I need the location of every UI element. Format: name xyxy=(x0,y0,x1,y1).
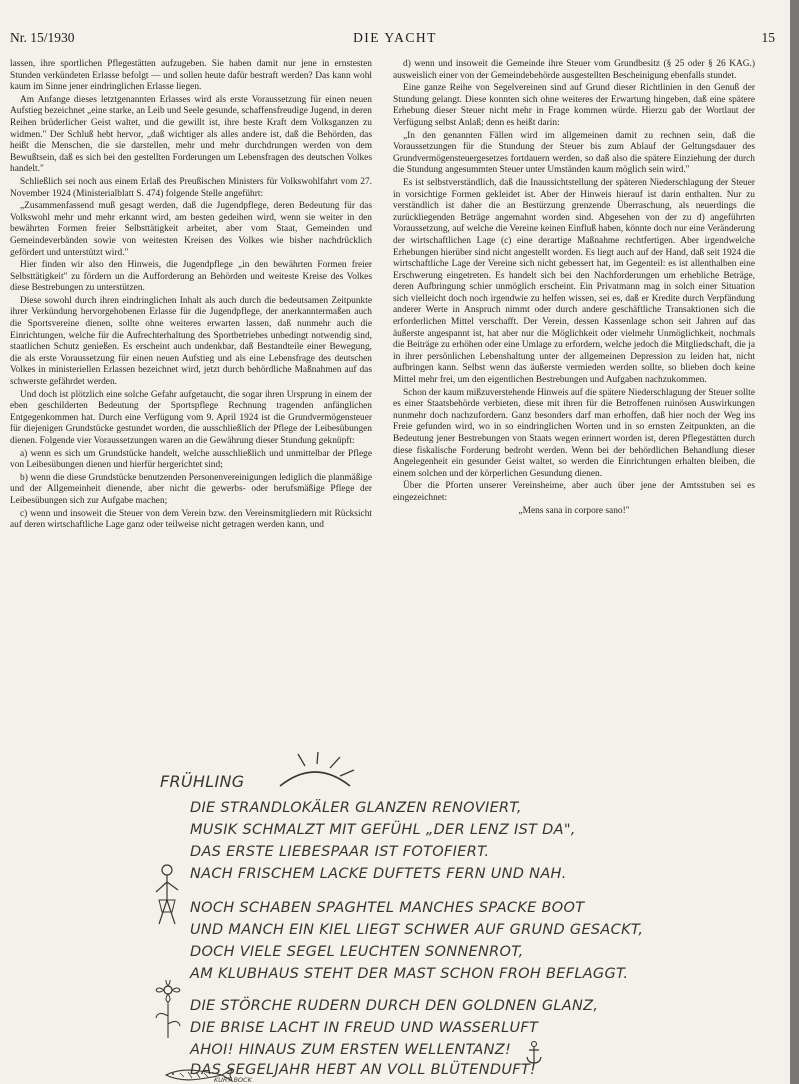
paragraph: Hier finden wir also den Hinweis, die Jugendpflege „in den bewährten Formen freier Selbsttätigkeit" zu fördern un die Aufforderung an Behörden und weiteste Kreise des Volkes diese Bestrebungen zu unterstützen. xyxy=(10,260,372,294)
poem-line: DIE BRISE LACHT IN FREUD UND WASSERLUFT xyxy=(190,1020,539,1036)
poem-line: NOCH SCHABEN SPAGHTEL MANCHES SPACKE BOOT xyxy=(190,900,585,916)
poem-line: DAS SEGELJAHR HEBT AN VOLL BLÜTENDUFT! xyxy=(190,1062,537,1078)
paragraph: c) wenn und insoweit die Steuer von dem Verein bzw. den Vereinsmitgliedern mit Rücksicht auf deren wirtschaftliche Lage ganz oder teilweise nicht getragen werden kann, und xyxy=(10,508,372,531)
paragraph: Am Anfange dieses letztgenannten Erlasses wird als erste Voraussetzung für einen neuen Aufstieg bezeichnet „eine starke, an Leib und Seele gesunde, schaffensfreudige Jugend, in deren Reihen brüderlicher Geist waltet, und die gewillt ist, ihre beste Kraft dem Volksganzen zu widmen." Der Schluß hebt hervor, „daß wichtiger als alles andere ist, daß die Behörden, das heißt die Menschen, die sie darstellen, mehr und mehr durchdrungen werden von dem Bewußtsein, daß es sich bei den gestellten Forderungen um Lebensfragen des deutschen Volkes handelt." xyxy=(10,94,372,175)
poem-frühling xyxy=(150,760,644,1040)
paragraph: Es ist selbstverständlich, daß die Inaussichtstellung der späteren Niederschlagung der Steuer in vorsichtige Formen gekleidet ist. Aber der Hinweis hierauf ist darin enthalten. Nur zu verständlich ist daher die an Bestürzung grenzende Überraschung, als neuerdings die zurückliegenden Beträge angemahnt worden sind. Abgesehen von der zu d) angeführten Voraussetzung, auf welche die Vereine keinen Einfluß haben, könnte doch nur eine Veränderung der wirtschaftlichen Lage (c) eine derartige Maßnahme rechtfertigen. Aber irgendwelche Erhebungen hierüber sind nicht angestellt worden. Es liegt auch auf der Hand, daß seit 1924 die wirtschaftliche Lage der Vereine sich nicht gebessert hat, im Gegenteil: es ist allenthalben eine Erschwerung eingetreten. Es handelt sich bei den Nachforderungen um erhebliche Beträge, deren Aufbringung schier unmöglich erscheint. Ein Privatmann mag in solch einer Situation sich vielleicht doch noch irgendwie zu helfen wissen, sei es, daß er Kredite durch Verpfändung anderer Werte in Anspruch nimmt oder durch andere geschäftliche Transaktionen sich die erforderlichen Mittel verschafft. Der Verein, dessen Kassenlage schon seit Jahren auf das äußerste angespannt ist, hat aber nur die Möglichkeit oder vielmehr Unmöglichkeit, nochmals die Beiträge zu erhöhen oder eine Umlage zu erfordern, welche jedoch die Mitgliedschaft, die ja in ihrer persönlichen Lebenshaltung unter der allgemeinen Depression zu leiden hat, nicht aufbringen kann. Selbst wenn das äußerste vermieden werden sollte, so blieben doch keine Mittel mehr frei, um den eigentlichen Bestrebungen und Aufgaben nachzukommen. xyxy=(393,177,755,386)
poem-line: DAS ERSTE LIEBESPAAR IST FOTOFIERT. xyxy=(190,844,490,860)
poem-line: DOCH VIELE SEGEL LEUCHTEN SONNENROT, xyxy=(190,944,524,960)
poem-title: FRÜHLING xyxy=(160,772,245,791)
poem-line: MUSIK SCHMALZT MIT GEFÜHL „DER LENZ IST DA", xyxy=(190,822,576,838)
paragraph: b) wenn die diese Grundstücke benutzenden Personenvereinigungen lediglich die planmäßige und der Allgemeinheit dienende, aber nicht die gewerbs- oder berufsmäßige Pflege der Leibesübungen sich zur Aufgabe machen; xyxy=(10,472,372,506)
paragraph: Über die Pforten unserer Vereinsheime, aber auch über jene der Amtsstuben sei es eingezeichnet: xyxy=(393,481,755,503)
poem-line: AM KLUBHAUS STEHT DER MAST SCHON FROH BEFLAGGT. xyxy=(190,966,629,982)
magazine-title: DIE YACHT xyxy=(353,30,437,45)
poem-line: UND MANCH EIN KIEL LIEGT SCHWER AUF GRUND GESACKT, xyxy=(190,922,644,938)
poem-line: DIE STRANDLOKÄLER GLANZEN RENOVIERT, xyxy=(190,800,522,816)
paragraph: Schließlich sei noch aus einem Erlaß des Preußischen Ministers für Volkswohlfahrt vom 27. November 1924 (Ministerialblatt S. 474) folgende Stelle angeführt: xyxy=(10,176,372,199)
paragraph: Eine ganze Reihe von Segelvereinen sind auf Grund dieser Richtlinien in den Genuß der Stundung gelangt. Diese konnten sich ohne weiteres der Erwartung hingeben, daß eine spätere Erhebung dieser Steuer nicht mehr in Frage kommen würde. Hierzu gab der Wortlaut der Verfügung selbst Anlaß; denn es heißt darin: xyxy=(393,83,755,128)
issue-number: Nr. 15/1930 xyxy=(10,30,75,45)
paragraph: „Mens sana in corpore sano!" xyxy=(518,505,630,516)
poem-line: DIE STÖRCHE RUDERN DURCH DEN GOLDNEN GLANZ, xyxy=(190,998,599,1014)
poem-line: AHOI! HINAUS ZUM ERSTEN WELLENTANZ! xyxy=(190,1042,512,1058)
right-text-column xyxy=(393,59,755,518)
paragraph: „In den genannten Fällen wird im allgemeinen damit zu rechnen sein, daß die Voraussetzungen für die Stundung der Steuer bis zum Ablauf der Geltungsdauer des Grundvermögensteuergesetzes fortdauern werden, so daß also die spätere Einziehung der durch die Stundung angesummten Steuer unter Umständen kaum möglich sein wird." xyxy=(393,130,755,176)
page-number: 15 xyxy=(761,30,775,45)
figure-doodle xyxy=(150,862,184,932)
anchor-doodle xyxy=(524,1040,544,1066)
paragraph: Diese sowohl durch ihren eindringlichen Inhalt als auch durch die bedeutsamen Zeitpunkte ihrer Verkündung hervorgehobenen Erlasse für die Jugendpflege, der anerkanntermaßen auch die Sportsvereine dienen, sollte ohne weiteres erwarten lassen, daß nunmehr auch die Einrichtungen, welche für die Aufrechterhaltung des Sportbetriebes unbedingt notwendig sind, staatlichen Schutz genießen. Es erscheint auch undenkbar, daß Bestandteile einer Bewegung, die als erste Voraussetzung für einen neuen Aufstieg und als eine Lebensfrage des deutschen Volkes in ministeriellen Erlassen bezeichnet wird, jetzt durch behördliche Maßnahmen auf das schwerste gefährdet werden. xyxy=(10,295,372,388)
paragraph: Schon der kaum mißzuverstehende Hinweis auf die spätere Niederschlagung der Steuer sollte es einer Staatsbehörde verbieten, diese mit ihren für die Betroffenen ruinösen Auswirkungen nunmehr doch nachzufordern. Ganz besonders darf man erhoffen, daß hier noch der Weg ins Freie gefunden wird, wo in so eindringlichen Worten und in so ernsten Zeitpunkten, an die Bedeutung jener Bestrebungen von Staats wegen erinnert worden ist, deren Pflegestätten durch diese fiskalische Forderung bedroht werden. Wenn bei der behördlichen Behandlung dieser Angelegenheit ein gesunder Geist waltet, so werden die Einrichtungen erhalten bleiben, die einem solchen und der körperlichen Gesundung dienen. xyxy=(393,387,755,479)
paragraph: a) wenn es sich um Grundstücke handelt, welche ausschließlich und unmittelbar der Pflege von Leibesübungen dienen und hierfür hergerichtet sind; xyxy=(10,448,372,471)
flower-doodle xyxy=(150,980,186,1040)
left-text-column xyxy=(10,59,372,533)
paragraph: lassen, ihre sportlichen Pflegestätten aufzugeben. Sie haben damit nur jene in ernstesten Stunden verkündeten Erlasse befolgt — und sollen heute dafür bestraft werden? Das kann wohl kaum im Sinne jener eindringlichen Erlasse liegen. xyxy=(10,59,372,93)
sun-doodle xyxy=(260,752,370,792)
paragraph: d) wenn und insoweit die Gemeinde ihre Steuer vom Grundbesitz (§ 25 oder § 26 KAG.) ausweislich einer von der Gemeindebehörde ausgestellten Bescheinigung ebenfalls stundet. xyxy=(393,59,755,81)
scan-edge xyxy=(790,0,799,1084)
paragraph: „Zusammenfassend muß gesagt werden, daß die Jugendpflege, deren Bedeutung für das Volkswohl mehr und mehr erkannt wird, am besten gedeihen wird, wenn sie weiter in den bewährten Formen freier Selbsttätigkeit arbeitet, aber vom Staat, Gemeinden und Gemeindeverbänden sowie von weitesten Kreisen des Volkes wie bisher nachdrücklich gefördert und unterstützt wird." xyxy=(10,201,372,258)
poem-line: NACH FRISCHEM LACKE DUFTETS FERN UND NAH. xyxy=(190,866,567,882)
paragraph: Und doch ist plötzlich eine solche Gefahr aufgetaucht, die sogar ihren Ursprung in einem der eben geschilderten Bedeutung der Sportspflege Rechnung tragenden anfänglichen Entgegenkommen hat. Durch eine Verfügung vom 9. April 1924 ist die Grundvermögensteuer für diejenigen Grundstücke gestundet worden, die ausschließlich der Pflege der Leibesübungen dienen. Folgende vier Voraussetzungen waren an die Gewährung dieser Stundung geknüpft: xyxy=(10,389,372,446)
poem-signature: KURT BOCK xyxy=(214,1076,252,1084)
